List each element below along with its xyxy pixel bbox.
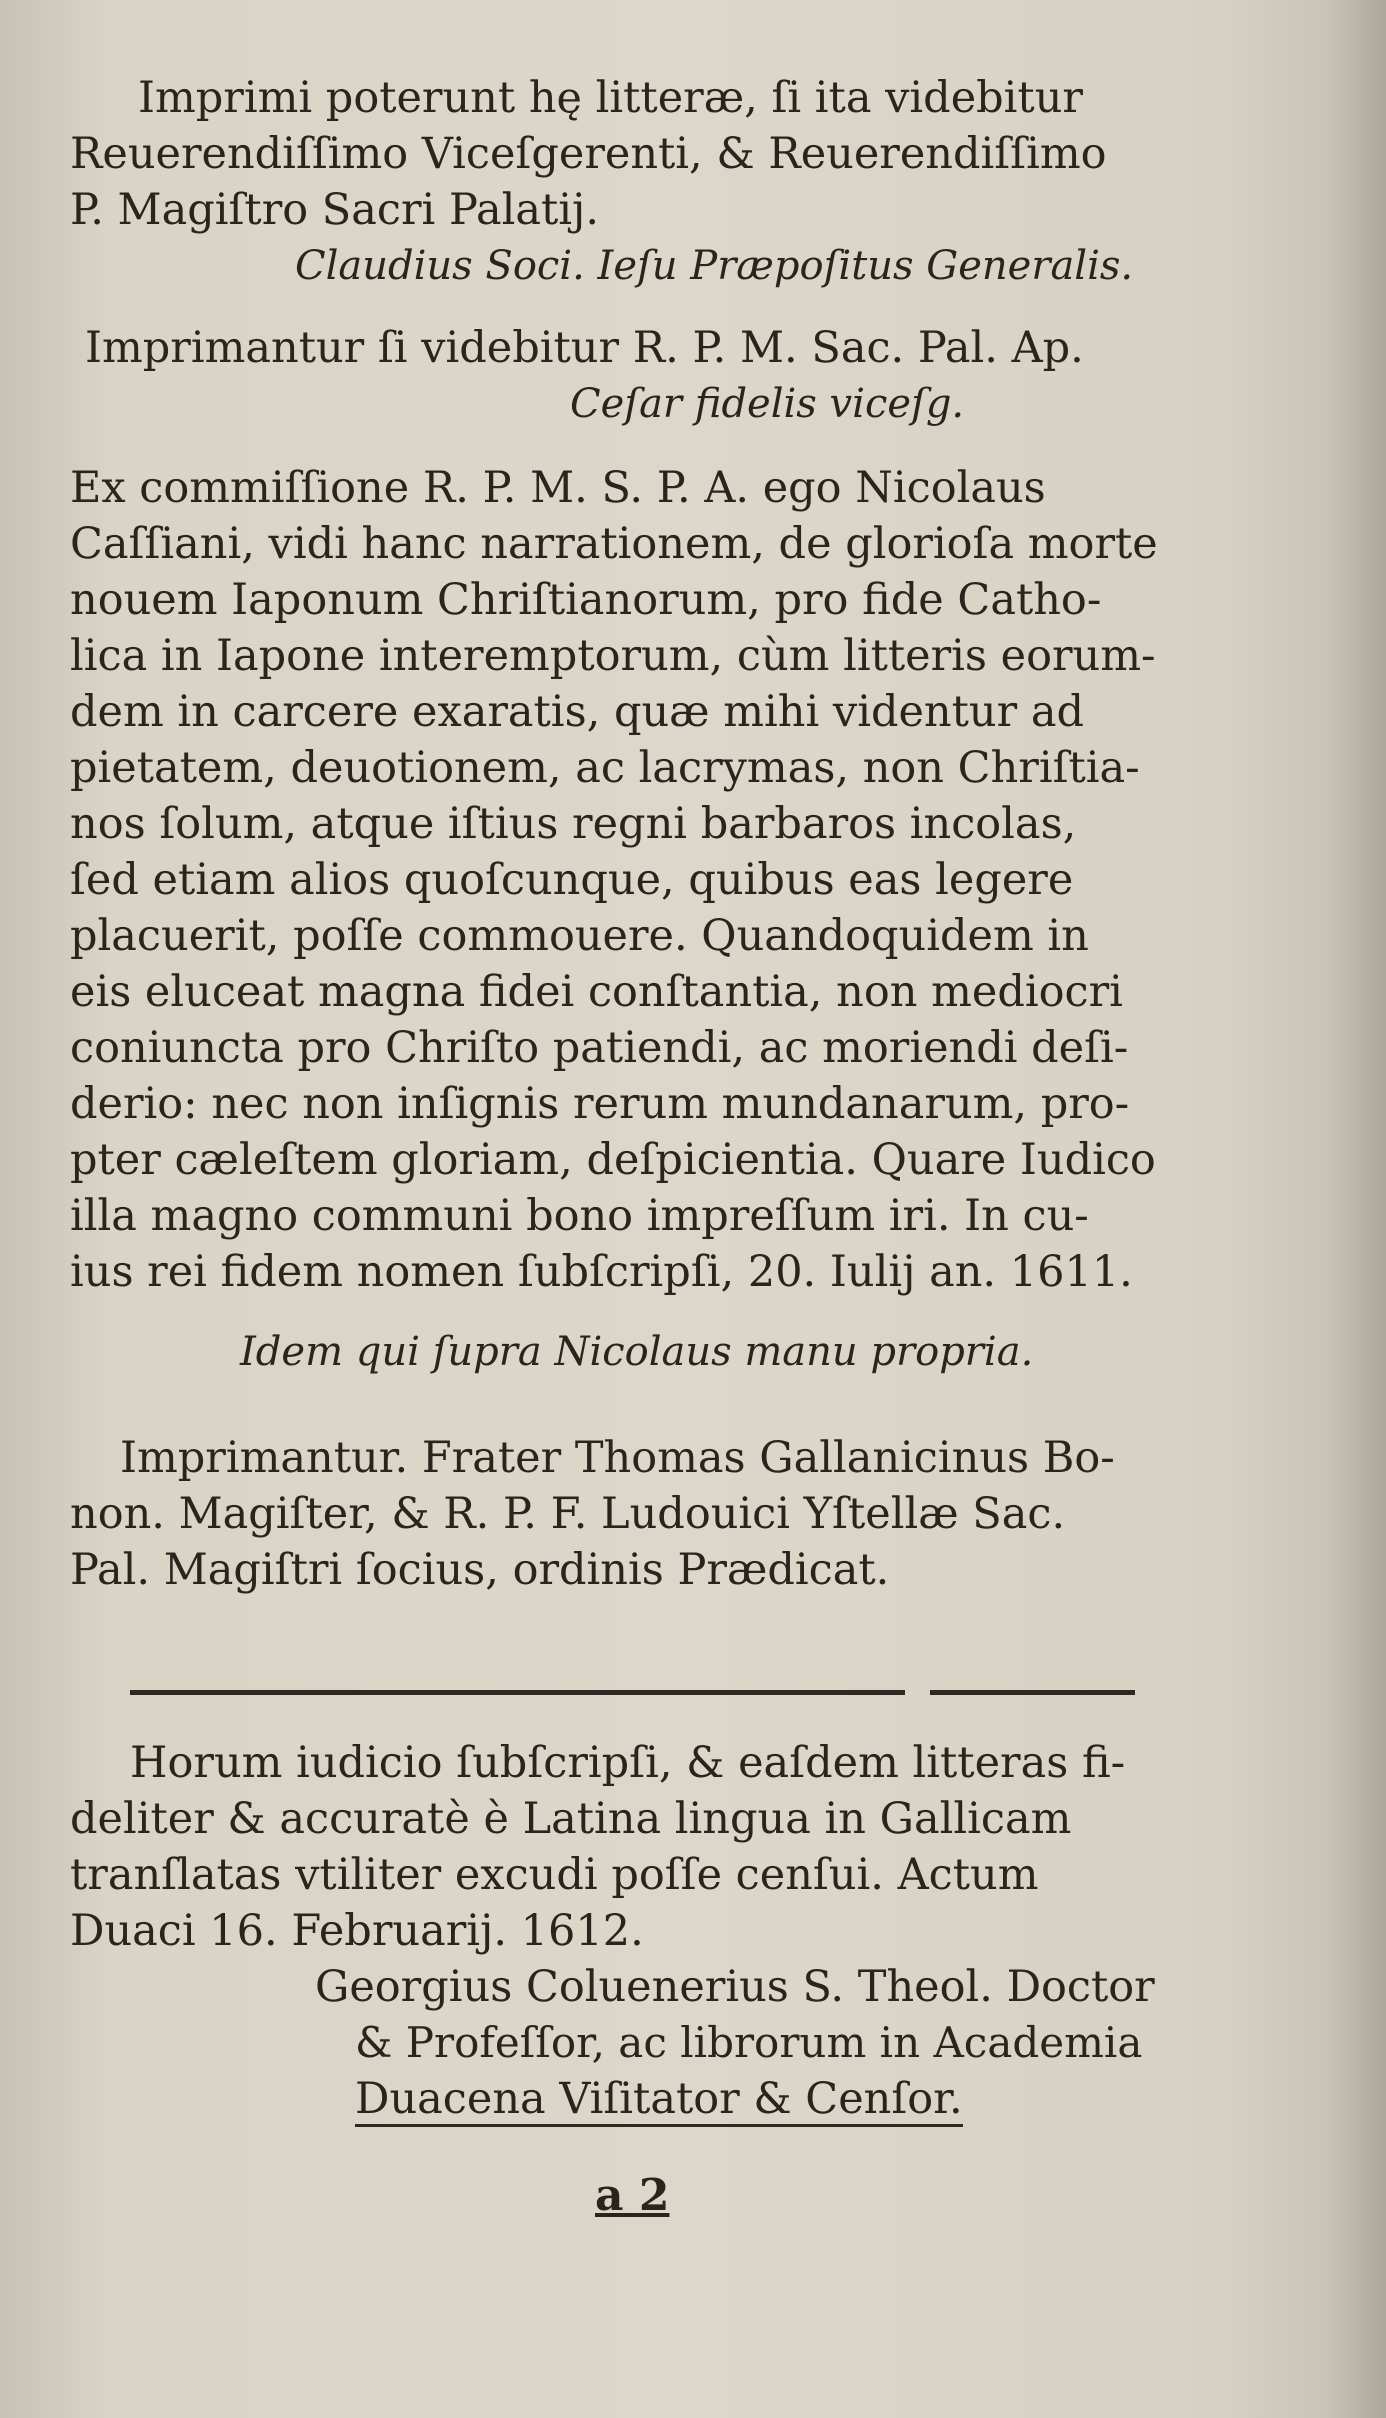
commission-line: Caſſiani, vidi hanc narrationem, de glorioſa morte xyxy=(70,519,1158,569)
duaci-line: tranſlatas vtiliter excudi poſſe cenſui. Actum xyxy=(70,1850,1039,1900)
duaci-line: Duaci 16. Februarij. 1612. xyxy=(70,1906,644,1956)
commission-line: ius rei fidem nomen ſubſcripſi, 20. Iulij an. 1611. xyxy=(70,1247,1133,1297)
duaci-line: deliter & accuratè è Latina lingua in Gallicam xyxy=(70,1794,1072,1844)
duaci-signature-line: & Profeſſor, ac librorum in Academia xyxy=(355,2018,1143,2067)
frater-line: non. Magiſter, & R. P. F. Ludouici Yſtellæ Sac. xyxy=(70,1489,1066,1539)
commission-line: Ex commiſſione R. P. M. S. P. A. ego Nicolaus xyxy=(70,463,1046,513)
frater-section xyxy=(70,1430,1160,1598)
commission-line: dem in carcere exaratis, quæ mihi videntur ad xyxy=(70,687,1084,737)
commission-line: nos ſolum, atque iſtius regni barbaros incolas, xyxy=(70,799,1077,849)
commission-section xyxy=(70,460,1160,1380)
imprimi-section xyxy=(70,70,1160,294)
imprimi-line: Reuerendiſſimo Viceſgerenti, & Reuerendiſſimo xyxy=(70,129,1107,179)
commission-line: ſed etiam alios quoſcunque, quibus eas legere xyxy=(70,855,1074,905)
divider-rule-left xyxy=(130,1690,905,1695)
imprimatur-line: Imprimantur ſi videbitur R. P. M. Sac. Pal. Ap. xyxy=(85,323,1084,373)
duaci-line: Horum iudicio ſubſcripſi, & eaſdem litteras fi- xyxy=(130,1738,1126,1788)
divider-rule-right xyxy=(930,1690,1135,1695)
commission-line: pter cæleſtem gloriam, deſpicientia. Quare Iudico xyxy=(70,1135,1156,1185)
signature-mark: a 2 xyxy=(595,2170,670,2221)
imprimi-line: Imprimi poterunt hę litteræ, ſi ita videbitur xyxy=(138,73,1083,123)
duaci-signature-underlined: Duacena Viſitator & Cenſor. xyxy=(355,2074,963,2127)
commission-line: lica in Iapone interemptorum, cùm litteris eorum- xyxy=(70,631,1156,681)
commission-line: eis eluceat magna fidei conſtantia, non mediocri xyxy=(70,967,1123,1017)
commission-line: placuerit, poſſe commouere. Quandoquidem in xyxy=(70,911,1089,961)
commission-line: illa magno communi bono impreſſum iri. In cu- xyxy=(70,1191,1089,1241)
imprimatur-signature: Ceſar fidelis viceſg. xyxy=(570,381,965,427)
duaci-signature-line: Georgius Coluenerius S. Theol. Doctor xyxy=(315,1962,1155,2012)
imprimi-line: P. Magiſtro Sacri Palatij. xyxy=(70,185,600,235)
commission-line: pietatem, deuotionem, ac lacrymas, non Chriſtia- xyxy=(70,743,1140,793)
commission-line: derio: nec non inſignis rerum mundanarum, pro- xyxy=(70,1079,1130,1129)
commission-signature: Idem qui ſupra Nicolaus manu propria. xyxy=(240,1329,1034,1375)
imprimi-signature: Claudius Soci. Ieſu Præpoſitus Generalis. xyxy=(295,243,1134,289)
commission-line: coniuncta pro Chriſto patiendi, ac moriendi deſi- xyxy=(70,1023,1129,1073)
frater-line: Pal. Magiſtri ſocius, ordinis Prædicat. xyxy=(70,1545,890,1595)
commission-line: nouem Iaponum Chriſtianorum, pro fide Catho- xyxy=(70,575,1102,625)
duaci-signature-line xyxy=(70,2071,1160,2127)
duaci-section xyxy=(70,1735,1160,2127)
imprimatur-section xyxy=(70,320,1160,432)
frater-line: Imprimantur. Frater Thomas Gallanicinus Bo- xyxy=(120,1433,1115,1483)
